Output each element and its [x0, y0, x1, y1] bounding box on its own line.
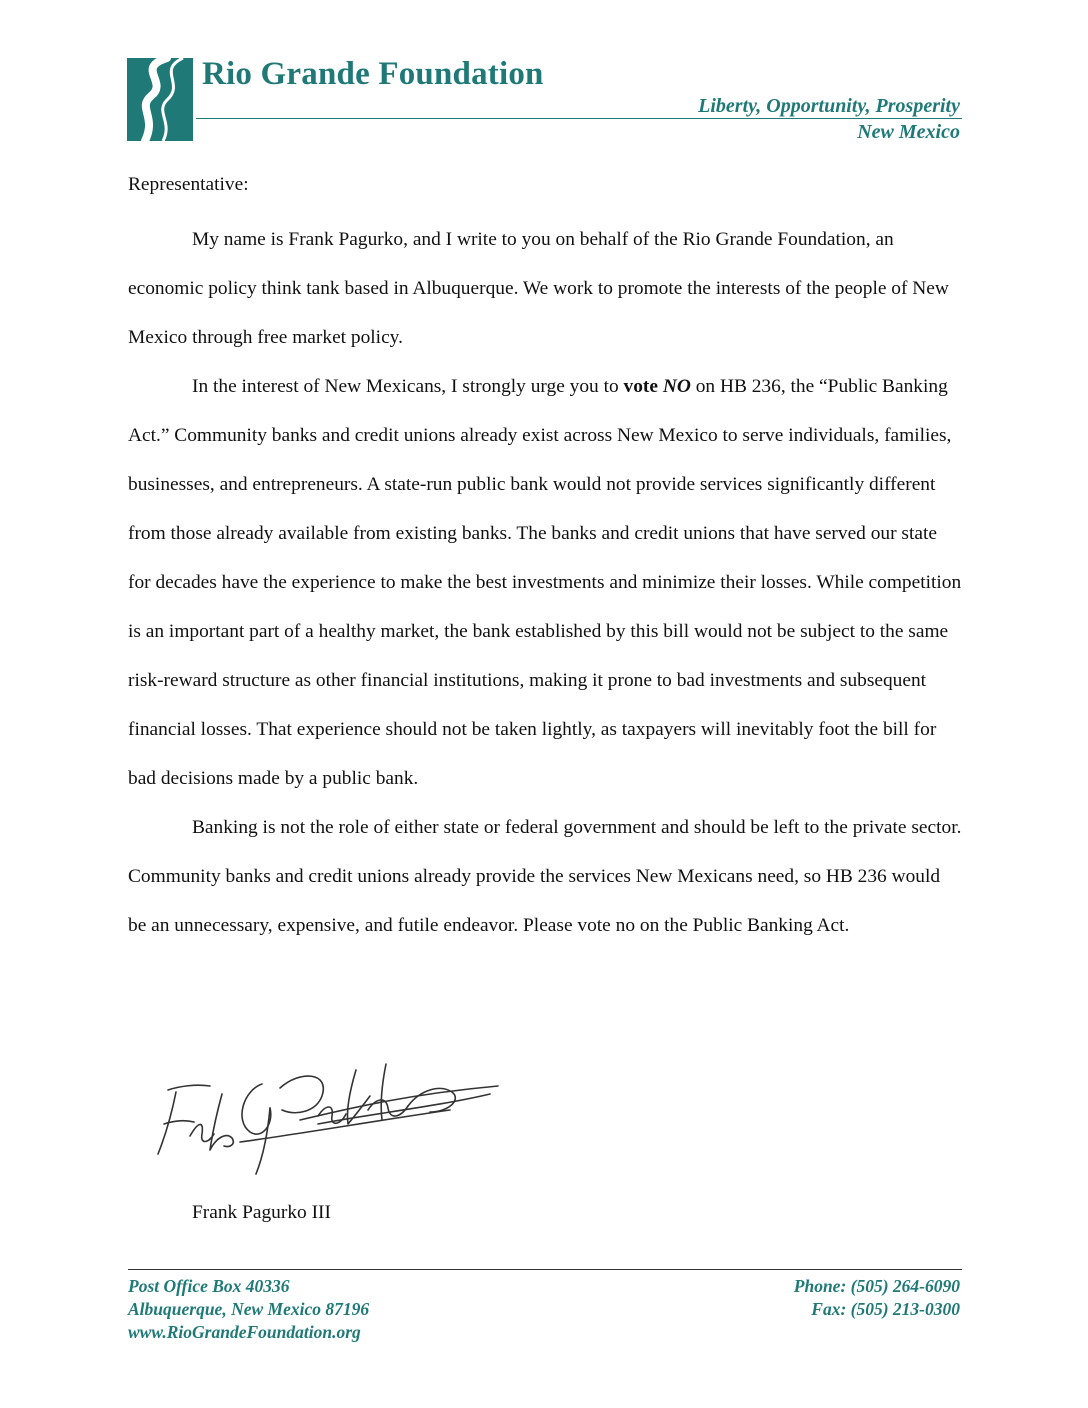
footer-phone: Phone: (505) 264-6090 — [793, 1276, 960, 1296]
vote-emphasis: vote — [623, 376, 663, 397]
footer-address-line2: Albuquerque, New Mexico 87196 — [128, 1299, 370, 1319]
signer-name: Frank Pagurko III — [192, 1202, 331, 1223]
salutation: Representative: — [128, 174, 249, 195]
paragraph-argument-start: In the interest of New Mexicans, I strongly urge you to — [192, 376, 624, 397]
header-rule — [196, 118, 962, 119]
paragraph-argument-rest: on HB 236, the “Public Banking Act.” Community banks and credit unions already exist across New Mexico to serve individuals, families, businesses, and entrepreneurs. A state-run public bank would not provide services significantly different from those already available from existing banks. The banks and credit unions that have served our state for decades have the experience to make the best investments and minimize their losses. While competition is an important part of a healthy market, the bank established by this bill would not be subject to the same risk-reward structure as other financial institutions, making it prone to bad investments and subsequent financial losses. That experience should not be taken lightly, as taxpayers will inevitably foot the bill for bad decisions made by a public bank. — [128, 376, 962, 789]
region-label: New Mexico — [857, 121, 960, 143]
footer-address-line1: Post Office Box 40336 — [128, 1276, 290, 1296]
footer-fax: Fax: (505) 213-0300 — [811, 1299, 960, 1319]
footer-website-link[interactable]: www.RioGrandeFoundation.org — [128, 1322, 361, 1342]
tagline: Liberty, Opportunity, Prosperity — [698, 95, 960, 117]
paragraph-intro: My name is Frank Pagurko, and I write to you on behalf of the Rio Grande Foundation, an economic policy think tank based in Albuquerque. We work to promote the interests of the people of New Mexico through free market policy. — [128, 229, 949, 348]
paragraph-argument — [128, 362, 962, 803]
letter-body — [128, 166, 962, 950]
river-logo-icon — [127, 58, 193, 141]
paragraph-conclusion: Banking is not the role of either state or federal government and should be left to the private sector. Community banks and credit unions already provide the services New Mexicans need, so HB 236 would be an unnecessary, expensive, and futile endeavor. Please vote no on the Public Banking Act. — [128, 817, 962, 936]
org-name: Rio Grande Foundation — [202, 56, 544, 92]
no-emphasis: NO — [662, 376, 691, 397]
handwritten-signature — [150, 1050, 510, 1175]
footer-rule — [128, 1269, 962, 1270]
